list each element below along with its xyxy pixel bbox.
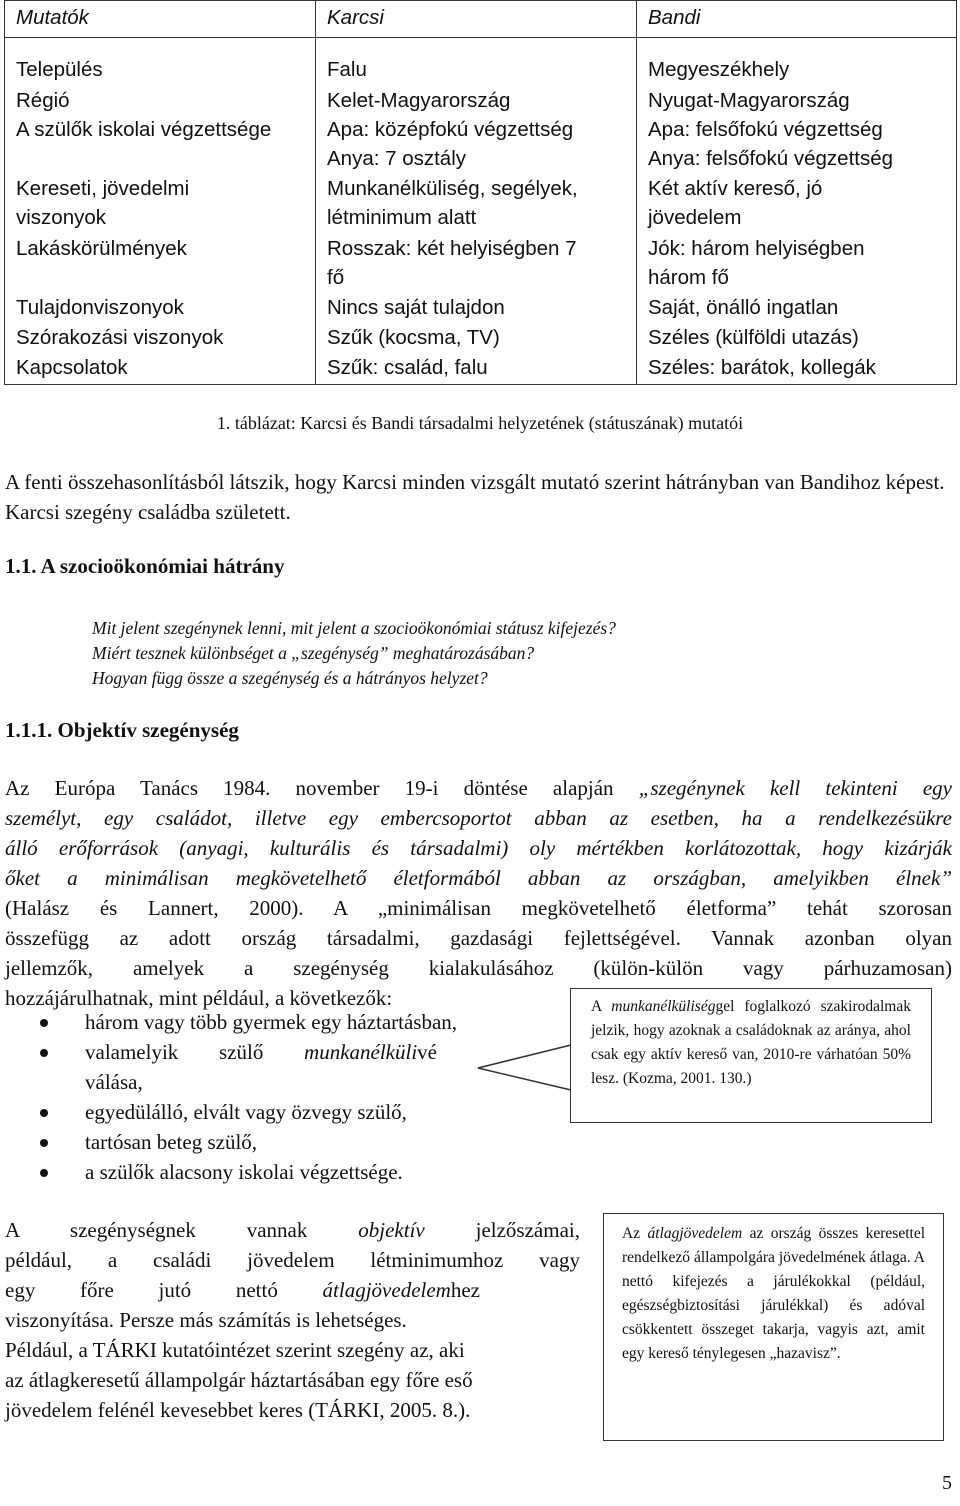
bullet-icon [40,1139,48,1147]
text-line [5,1275,480,1305]
row-label: Tulajdonviszonyok [16,296,184,319]
italic-span: átlagjövedelem [322,1278,451,1302]
text-line: például, a családi jövedelem létminimumhoz vagy [5,1248,580,1272]
text-span: hez [450,1278,480,1302]
text-span: az ország összes keresettel rendelkező állampolgára jövedelmének átlaga. A nettó kifejezés a járulékokkal (például, egészségbiztosítási járulékkal) és adóval csökkentett összeget takarja, vagyis azt, amit egy kereső ténylegesen „hazavisz”. [622,1225,925,1362]
karcsi-value: Rosszak: két helyiségben 7 [327,237,577,260]
paragraph-indicators [5,1215,580,1425]
list-item [40,1157,457,1187]
unemployment-callout [570,988,932,1123]
question: Mit jelent szegénynek lenni, mit jelent a szocioökonómiai státusz kifejezés? [92,618,616,638]
row-label: Lakáskörülmények [16,237,187,260]
text-span: jelzőszámai, [424,1218,580,1242]
karcsi-value: Szűk: család, falu [327,356,488,379]
row-label: Kereseti, jövedelmi [16,177,190,200]
column-divider [636,1,637,384]
row-label: Szórakozási viszonyok [16,326,224,349]
bandi-value: Széles: barátok, kollegák [648,356,876,379]
list-item-text: tartósan beteg szülő, [85,1130,258,1154]
text-line: összefügg az adott ország társadalmi, gazdasági fejlettségével. Vannak azonban olyan [5,926,952,950]
karcsi-value: Szűk (kocsma, TV) [327,326,500,349]
poverty-factors-list [40,1007,457,1187]
paragraph-comparison: A fenti összehasonlításból látszik, hogy Karcsi minden vizsgált mutató szerint hátrányban van Bandihoz képest. Karcsi szegény családba született. [5,470,945,524]
guiding-questions [92,616,616,691]
table-caption: 1. táblázat: Karcsi és Bandi társadalmi helyzetének (státuszának) mutatói [216,413,744,433]
row-label: A szülők iskolai végzettsége [16,118,272,141]
question: Hogyan függ össze a szegénység és a hátrányos helyzet? [92,668,488,688]
text-line [5,773,952,803]
header-mutatok: Mutatók [16,6,89,29]
header-bandi: Bandi [648,6,701,29]
quote-line: személyt, egy családot, illetve egy embercsoportot abban az esetben, ha a rendelkezésükre [5,806,952,830]
karcsi-value: létminimum alatt [327,206,477,229]
text-span: gel foglalkozó szakirodalmak jelzik, hogy azoknak a családoknak az aránya, ahol csak egy aktív kereső van, 2010-re várhatóan 50% lesz. (Kozma, 2001. 130.) [591,998,911,1087]
list-item [40,1127,457,1157]
text-span: A [591,998,612,1015]
italic-span: objektív [358,1218,425,1242]
bandi-value: Széles (külföldi utazás) [648,326,859,349]
text-span: A szegénységnek vannak [5,1218,359,1242]
karcsi-value: Falu [327,58,367,81]
bandi-value: Anya: felsőfokú végzettség [648,147,894,170]
section-heading: 1.1. A szocioökonómiai hátrány [5,554,285,578]
header-karcsi: Karcsi [327,6,384,29]
text-line: jövedelem felénél kevesebbet keres (TÁRKI, 2005. 8.). [5,1398,471,1422]
karcsi-value: fő [327,266,345,289]
text-line: az átlagkeresetű állampolgár háztartásában egy főre eső [5,1368,473,1392]
bandi-value: Jók: három helyiségben [648,237,865,260]
quote-span: „szegénynek kell tekinteni egy [638,776,952,800]
row-label: viszonyok [16,206,107,229]
paragraph-objective-poverty [5,773,952,1013]
list-item-text: válása, [85,1070,143,1094]
bandi-value: Apa: felsőfokú végzettség [648,118,883,141]
text-line: hozzájárulhatnak, mint például, a következők: [5,986,393,1010]
karcsi-value: Anya: 7 osztály [327,147,467,170]
karcsi-value: Nincs saját tulajdon [327,296,505,319]
text-line: (Halász és Lannert, 2000). A „minimálisan megkövetelhető életforma” tehát szorosan [5,896,952,920]
bandi-value: Két aktív kereső, jó [648,177,823,200]
text-line: Például, a TÁRKI kutatóintézet szerint szegény az, aki [5,1338,465,1362]
bandi-value: Nyugat-Magyarország [648,89,850,112]
list-item [40,1097,457,1127]
row-label: Kapcsolatok [16,356,128,379]
header-divider [5,37,956,38]
karcsi-value: Munkanélküliség, segélyek, [327,177,578,200]
callout-pointer-icon [470,1040,580,1100]
bandi-value: Megyeszékhely [648,58,790,81]
column-divider [315,1,316,384]
list-item-text: a szülők alacsony iskolai végzettsége. [85,1160,403,1184]
list-item-text: egyedülálló, elvált vagy özvegy szülő, [85,1100,407,1124]
page-number: 5 [942,1472,952,1494]
text-span: Az Európa Tanács 1984. november 19-i döntése alapján [5,776,639,800]
quote-line: álló erőforrások (anyagi, kulturális és társadalmi) oly mértékben korlátozottak, hogy kizárják [5,836,952,860]
italic-span: munkanélküli [304,1040,418,1064]
karcsi-value: Apa: középfokú végzettség [327,118,574,141]
bandi-value: jövedelem [648,206,742,229]
italic-span: munkanélküliség [611,998,716,1015]
average-income-callout [603,1213,944,1441]
list-item [40,1007,457,1037]
bullet-icon [40,1019,48,1027]
text-span: egy főre jutó nettó [5,1278,323,1302]
text-span: valamelyik szülő [85,1040,305,1064]
text-span: vé [417,1040,437,1064]
list-item-text: három vagy több gyermek egy háztartásban, [85,1010,458,1034]
bullet-icon [40,1169,48,1177]
text-line: jellemzők, amelyek a szegénység kialakulásához (külön-külön vagy párhuzamosan) [5,956,952,980]
list-item [40,1037,457,1097]
bullet-icon [40,1049,48,1057]
text-line [5,1215,580,1245]
text-line: viszonyítása. Persze más számítás is lehetséges. [5,1308,407,1332]
italic-span: átlagjövedelem [647,1225,743,1242]
row-label: Település [16,58,103,81]
bandi-value: Saját, önálló ingatlan [648,296,839,319]
subsection-heading: 1.1.1. Objektív szegénység [5,718,239,742]
quote-line: őket a minimálisan megkövetelhető életformából abban az országban, amelyikben élnek” [5,866,952,890]
bullet-icon [40,1109,48,1117]
text-span: Az [622,1225,648,1242]
question: Miért tesznek különbséget a „szegénység” meghatározásában? [92,643,535,663]
comparison-table [4,0,957,385]
row-label: Régió [16,89,70,112]
bandi-value: három fő [648,266,729,289]
list-item-text [85,1037,437,1067]
karcsi-value: Kelet-Magyarország [327,89,511,112]
